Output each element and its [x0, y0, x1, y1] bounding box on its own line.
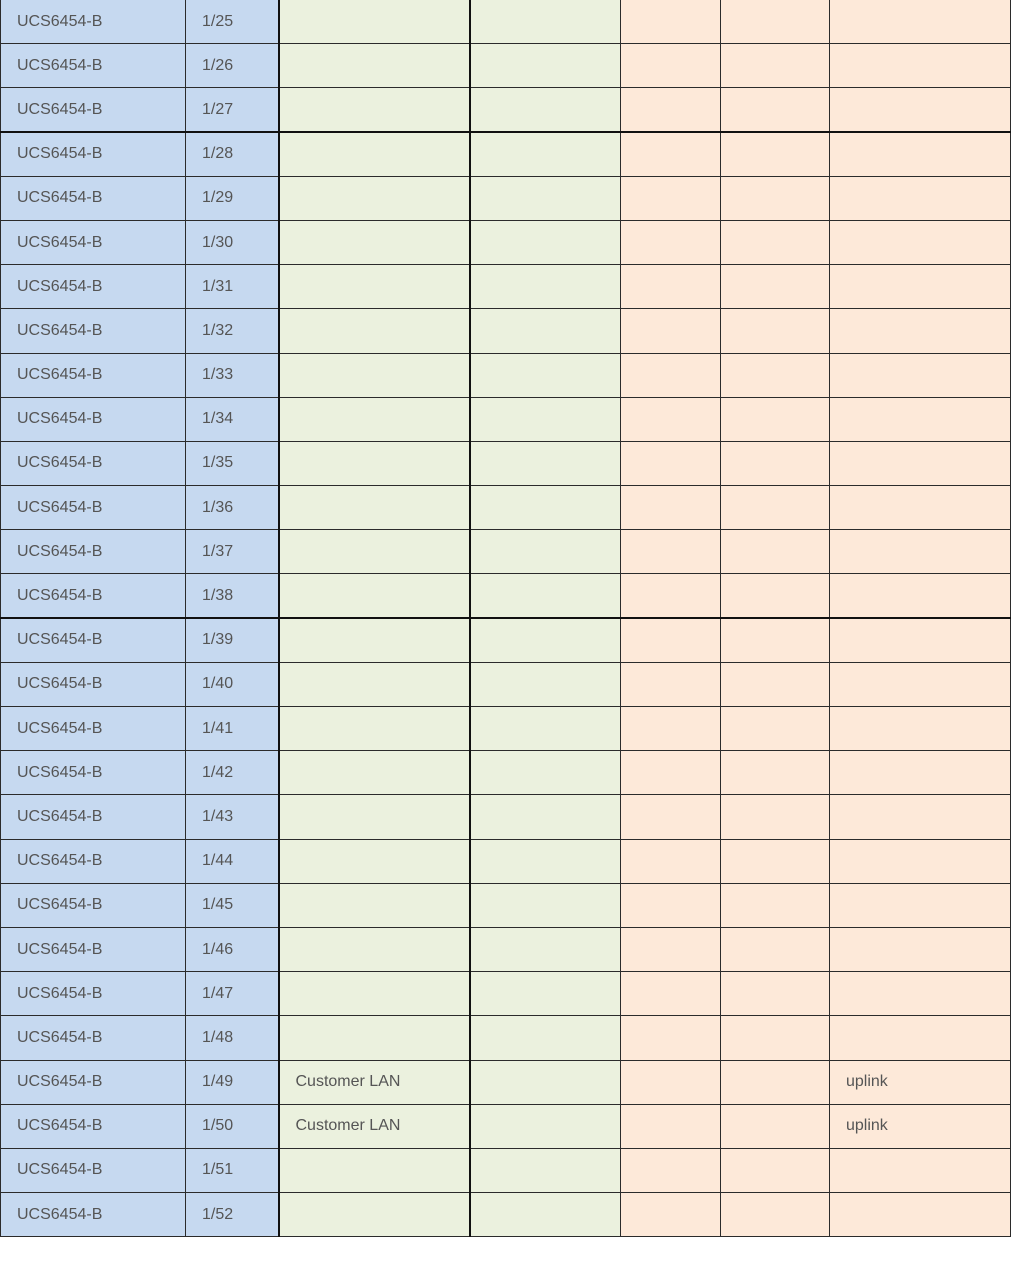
orange-cell-a[interactable]	[621, 574, 721, 618]
green-cell[interactable]	[470, 309, 621, 353]
table-row	[1, 265, 1011, 309]
table-row	[1, 1148, 1011, 1192]
role-cell[interactable]	[830, 486, 1011, 530]
role-cell[interactable]	[830, 441, 1011, 485]
port-cell[interactable]: 1/30	[186, 220, 279, 264]
role-cell[interactable]	[830, 574, 1011, 618]
orange-cell-a[interactable]	[621, 618, 721, 662]
orange-cell-a[interactable]	[621, 132, 721, 176]
network-cell[interactable]	[279, 618, 470, 662]
orange-cell-a[interactable]	[621, 0, 721, 44]
device-cell[interactable]: UCS6454-B	[1, 441, 186, 485]
green-cell[interactable]	[470, 795, 621, 839]
table-row	[1, 220, 1011, 264]
green-cell[interactable]	[470, 927, 621, 971]
orange-cell-a[interactable]	[621, 795, 721, 839]
device-cell[interactable]: UCS6454-B	[1, 353, 186, 397]
orange-cell-b[interactable]	[721, 707, 830, 751]
port-cell[interactable]: 1/44	[186, 839, 279, 883]
network-cell[interactable]	[279, 176, 470, 220]
green-cell[interactable]	[470, 220, 621, 264]
orange-cell-a[interactable]	[621, 44, 721, 88]
device-cell[interactable]: UCS6454-B	[1, 795, 186, 839]
orange-cell-b[interactable]	[721, 1060, 830, 1104]
device-cell[interactable]: UCS6454-B	[1, 265, 186, 309]
green-cell[interactable]	[470, 486, 621, 530]
role-cell[interactable]	[830, 397, 1011, 441]
green-cell[interactable]	[470, 265, 621, 309]
orange-cell-b[interactable]	[721, 574, 830, 618]
orange-cell-b[interactable]	[721, 618, 830, 662]
device-cell[interactable]: UCS6454-B	[1, 662, 186, 706]
table-row	[1, 574, 1011, 618]
table-row	[1, 1060, 1011, 1104]
orange-cell-b[interactable]	[721, 88, 830, 132]
orange-cell-a[interactable]	[621, 927, 721, 971]
network-cell[interactable]: Customer LAN	[279, 1104, 470, 1148]
device-cell[interactable]: UCS6454-B	[1, 0, 186, 44]
device-cell[interactable]: UCS6454-B	[1, 1193, 186, 1237]
device-cell[interactable]: UCS6454-B	[1, 88, 186, 132]
orange-cell-a[interactable]	[621, 1016, 721, 1060]
port-cell[interactable]: 1/33	[186, 353, 279, 397]
orange-cell-a[interactable]	[621, 1060, 721, 1104]
network-cell[interactable]	[279, 972, 470, 1016]
green-cell[interactable]	[470, 972, 621, 1016]
role-cell[interactable]	[830, 883, 1011, 927]
role-cell[interactable]	[830, 265, 1011, 309]
orange-cell-a[interactable]	[621, 1104, 721, 1148]
orange-cell-b[interactable]	[721, 265, 830, 309]
device-cell[interactable]: UCS6454-B	[1, 1016, 186, 1060]
port-cell[interactable]: 1/45	[186, 883, 279, 927]
orange-cell-b[interactable]	[721, 1148, 830, 1192]
device-cell[interactable]: UCS6454-B	[1, 530, 186, 574]
table-row	[1, 441, 1011, 485]
table-row	[1, 751, 1011, 795]
device-cell[interactable]: UCS6454-B	[1, 486, 186, 530]
orange-cell-a[interactable]	[621, 397, 721, 441]
network-cell[interactable]	[279, 883, 470, 927]
green-cell[interactable]	[470, 618, 621, 662]
green-cell[interactable]	[470, 176, 621, 220]
network-cell[interactable]	[279, 309, 470, 353]
table-row	[1, 662, 1011, 706]
network-cell[interactable]	[279, 795, 470, 839]
table-row	[1, 176, 1011, 220]
green-cell[interactable]	[470, 1193, 621, 1237]
orange-cell-b[interactable]	[721, 972, 830, 1016]
green-cell[interactable]	[470, 0, 621, 44]
device-cell[interactable]: UCS6454-B	[1, 839, 186, 883]
role-cell[interactable]	[830, 1016, 1011, 1060]
port-cell[interactable]: 1/27	[186, 88, 279, 132]
device-cell[interactable]: UCS6454-B	[1, 618, 186, 662]
port-cell[interactable]: 1/34	[186, 397, 279, 441]
port-cell[interactable]: 1/40	[186, 662, 279, 706]
network-cell[interactable]	[279, 707, 470, 751]
table-row	[1, 0, 1011, 44]
orange-cell-b[interactable]	[721, 839, 830, 883]
green-cell[interactable]	[470, 662, 621, 706]
device-cell[interactable]: UCS6454-B	[1, 574, 186, 618]
orange-cell-a[interactable]	[621, 972, 721, 1016]
green-cell[interactable]	[470, 1104, 621, 1148]
network-cell[interactable]	[279, 662, 470, 706]
device-cell[interactable]: UCS6454-B	[1, 132, 186, 176]
orange-cell-b[interactable]	[721, 486, 830, 530]
role-cell[interactable]	[830, 353, 1011, 397]
port-cell[interactable]: 1/37	[186, 530, 279, 574]
orange-cell-a[interactable]	[621, 88, 721, 132]
port-cell[interactable]: 1/39	[186, 618, 279, 662]
orange-cell-b[interactable]	[721, 1193, 830, 1237]
table-row	[1, 44, 1011, 88]
green-cell[interactable]	[470, 707, 621, 751]
table-row	[1, 883, 1011, 927]
table-row	[1, 397, 1011, 441]
network-cell[interactable]	[279, 1193, 470, 1237]
orange-cell-a[interactable]	[621, 265, 721, 309]
port-cell[interactable]: 1/26	[186, 44, 279, 88]
role-cell[interactable]	[830, 1148, 1011, 1192]
orange-cell-b[interactable]	[721, 441, 830, 485]
network-cell[interactable]	[279, 839, 470, 883]
role-cell[interactable]	[830, 44, 1011, 88]
green-cell[interactable]	[470, 839, 621, 883]
role-cell[interactable]: uplink	[830, 1060, 1011, 1104]
role-cell[interactable]	[830, 220, 1011, 264]
orange-cell-a[interactable]	[621, 707, 721, 751]
table-row	[1, 972, 1011, 1016]
table-row	[1, 707, 1011, 751]
orange-cell-b[interactable]	[721, 751, 830, 795]
port-cell[interactable]: 1/42	[186, 751, 279, 795]
network-cell[interactable]	[279, 220, 470, 264]
role-cell[interactable]	[830, 176, 1011, 220]
orange-cell-b[interactable]	[721, 176, 830, 220]
orange-cell-a[interactable]	[621, 441, 721, 485]
network-cell[interactable]	[279, 353, 470, 397]
role-cell[interactable]: uplink	[830, 1104, 1011, 1148]
port-cell[interactable]: 1/46	[186, 927, 279, 971]
network-cell[interactable]	[279, 574, 470, 618]
role-cell[interactable]	[830, 707, 1011, 751]
role-cell[interactable]	[830, 927, 1011, 971]
orange-cell-b[interactable]	[721, 1104, 830, 1148]
orange-cell-b[interactable]	[721, 883, 830, 927]
role-cell[interactable]	[830, 618, 1011, 662]
orange-cell-a[interactable]	[621, 662, 721, 706]
green-cell[interactable]	[470, 883, 621, 927]
orange-cell-a[interactable]	[621, 1148, 721, 1192]
role-cell[interactable]	[830, 751, 1011, 795]
network-cell[interactable]	[279, 1016, 470, 1060]
orange-cell-b[interactable]	[721, 220, 830, 264]
port-cell[interactable]: 1/41	[186, 707, 279, 751]
port-cell[interactable]: 1/29	[186, 176, 279, 220]
green-cell[interactable]	[470, 574, 621, 618]
role-cell[interactable]	[830, 132, 1011, 176]
role-cell[interactable]	[830, 309, 1011, 353]
network-cell[interactable]	[279, 397, 470, 441]
green-cell[interactable]	[470, 530, 621, 574]
role-cell[interactable]	[830, 795, 1011, 839]
green-cell[interactable]	[470, 397, 621, 441]
orange-cell-a[interactable]	[621, 220, 721, 264]
table-row	[1, 353, 1011, 397]
network-cell[interactable]	[279, 751, 470, 795]
port-cell[interactable]: 1/36	[186, 486, 279, 530]
table-body	[1, 0, 1011, 1237]
table-row	[1, 1016, 1011, 1060]
orange-cell-a[interactable]	[621, 176, 721, 220]
network-cell[interactable]	[279, 0, 470, 44]
orange-cell-b[interactable]	[721, 927, 830, 971]
table-row	[1, 309, 1011, 353]
table-row	[1, 1104, 1011, 1148]
role-cell[interactable]	[830, 839, 1011, 883]
orange-cell-b[interactable]	[721, 397, 830, 441]
device-cell[interactable]: UCS6454-B	[1, 1104, 186, 1148]
port-cell[interactable]: 1/25	[186, 0, 279, 44]
orange-cell-b[interactable]	[721, 309, 830, 353]
device-cell[interactable]: UCS6454-B	[1, 220, 186, 264]
table-row	[1, 132, 1011, 176]
orange-cell-a[interactable]	[621, 1193, 721, 1237]
green-cell[interactable]	[470, 751, 621, 795]
orange-cell-a[interactable]	[621, 751, 721, 795]
orange-cell-b[interactable]	[721, 662, 830, 706]
table-row	[1, 1193, 1011, 1237]
orange-cell-b[interactable]	[721, 1016, 830, 1060]
port-cell[interactable]: 1/49	[186, 1060, 279, 1104]
device-cell[interactable]: UCS6454-B	[1, 751, 186, 795]
device-cell[interactable]: UCS6454-B	[1, 707, 186, 751]
network-cell[interactable]	[279, 265, 470, 309]
network-cell[interactable]	[279, 486, 470, 530]
port-cell[interactable]: 1/47	[186, 972, 279, 1016]
network-cell[interactable]	[279, 1148, 470, 1192]
port-cell[interactable]: 1/43	[186, 795, 279, 839]
port-cell[interactable]: 1/52	[186, 1193, 279, 1237]
port-cell[interactable]: 1/50	[186, 1104, 279, 1148]
device-cell[interactable]: UCS6454-B	[1, 397, 186, 441]
green-cell[interactable]	[470, 353, 621, 397]
role-cell[interactable]	[830, 662, 1011, 706]
network-cell[interactable]: Customer LAN	[279, 1060, 470, 1104]
orange-cell-b[interactable]	[721, 44, 830, 88]
network-cell[interactable]	[279, 132, 470, 176]
port-cell[interactable]: 1/48	[186, 1016, 279, 1060]
green-cell[interactable]	[470, 1016, 621, 1060]
orange-cell-b[interactable]	[721, 530, 830, 574]
orange-cell-b[interactable]	[721, 0, 830, 44]
table-row	[1, 486, 1011, 530]
green-cell[interactable]	[470, 132, 621, 176]
port-cell[interactable]: 1/31	[186, 265, 279, 309]
role-cell[interactable]	[830, 972, 1011, 1016]
table-row	[1, 927, 1011, 971]
table-row	[1, 530, 1011, 574]
device-cell[interactable]: UCS6454-B	[1, 309, 186, 353]
network-cell[interactable]	[279, 88, 470, 132]
device-cell[interactable]: UCS6454-B	[1, 44, 186, 88]
orange-cell-a[interactable]	[621, 883, 721, 927]
orange-cell-b[interactable]	[721, 795, 830, 839]
port-cell[interactable]: 1/32	[186, 309, 279, 353]
role-cell[interactable]	[830, 1193, 1011, 1237]
orange-cell-a[interactable]	[621, 530, 721, 574]
table-row	[1, 839, 1011, 883]
role-cell[interactable]	[830, 88, 1011, 132]
port-cell[interactable]: 1/51	[186, 1148, 279, 1192]
device-cell[interactable]: UCS6454-B	[1, 883, 186, 927]
device-cell[interactable]: UCS6454-B	[1, 972, 186, 1016]
green-cell[interactable]	[470, 441, 621, 485]
orange-cell-b[interactable]	[721, 353, 830, 397]
table-row	[1, 795, 1011, 839]
orange-cell-b[interactable]	[721, 132, 830, 176]
green-cell[interactable]	[470, 44, 621, 88]
network-cell[interactable]	[279, 927, 470, 971]
port-cell[interactable]: 1/28	[186, 132, 279, 176]
orange-cell-a[interactable]	[621, 353, 721, 397]
network-cell[interactable]	[279, 530, 470, 574]
device-cell[interactable]: UCS6454-B	[1, 1060, 186, 1104]
table-row	[1, 618, 1011, 662]
device-cell[interactable]: UCS6454-B	[1, 176, 186, 220]
device-cell[interactable]: UCS6454-B	[1, 1148, 186, 1192]
port-cell[interactable]: 1/35	[186, 441, 279, 485]
orange-cell-a[interactable]	[621, 486, 721, 530]
port-cell[interactable]: 1/38	[186, 574, 279, 618]
green-cell[interactable]	[470, 1060, 621, 1104]
network-cell[interactable]	[279, 44, 470, 88]
green-cell[interactable]	[470, 1148, 621, 1192]
role-cell[interactable]	[830, 530, 1011, 574]
network-cell[interactable]	[279, 441, 470, 485]
orange-cell-a[interactable]	[621, 839, 721, 883]
role-cell[interactable]	[830, 0, 1011, 44]
table-row	[1, 88, 1011, 132]
device-cell[interactable]: UCS6454-B	[1, 927, 186, 971]
orange-cell-a[interactable]	[621, 309, 721, 353]
green-cell[interactable]	[470, 88, 621, 132]
